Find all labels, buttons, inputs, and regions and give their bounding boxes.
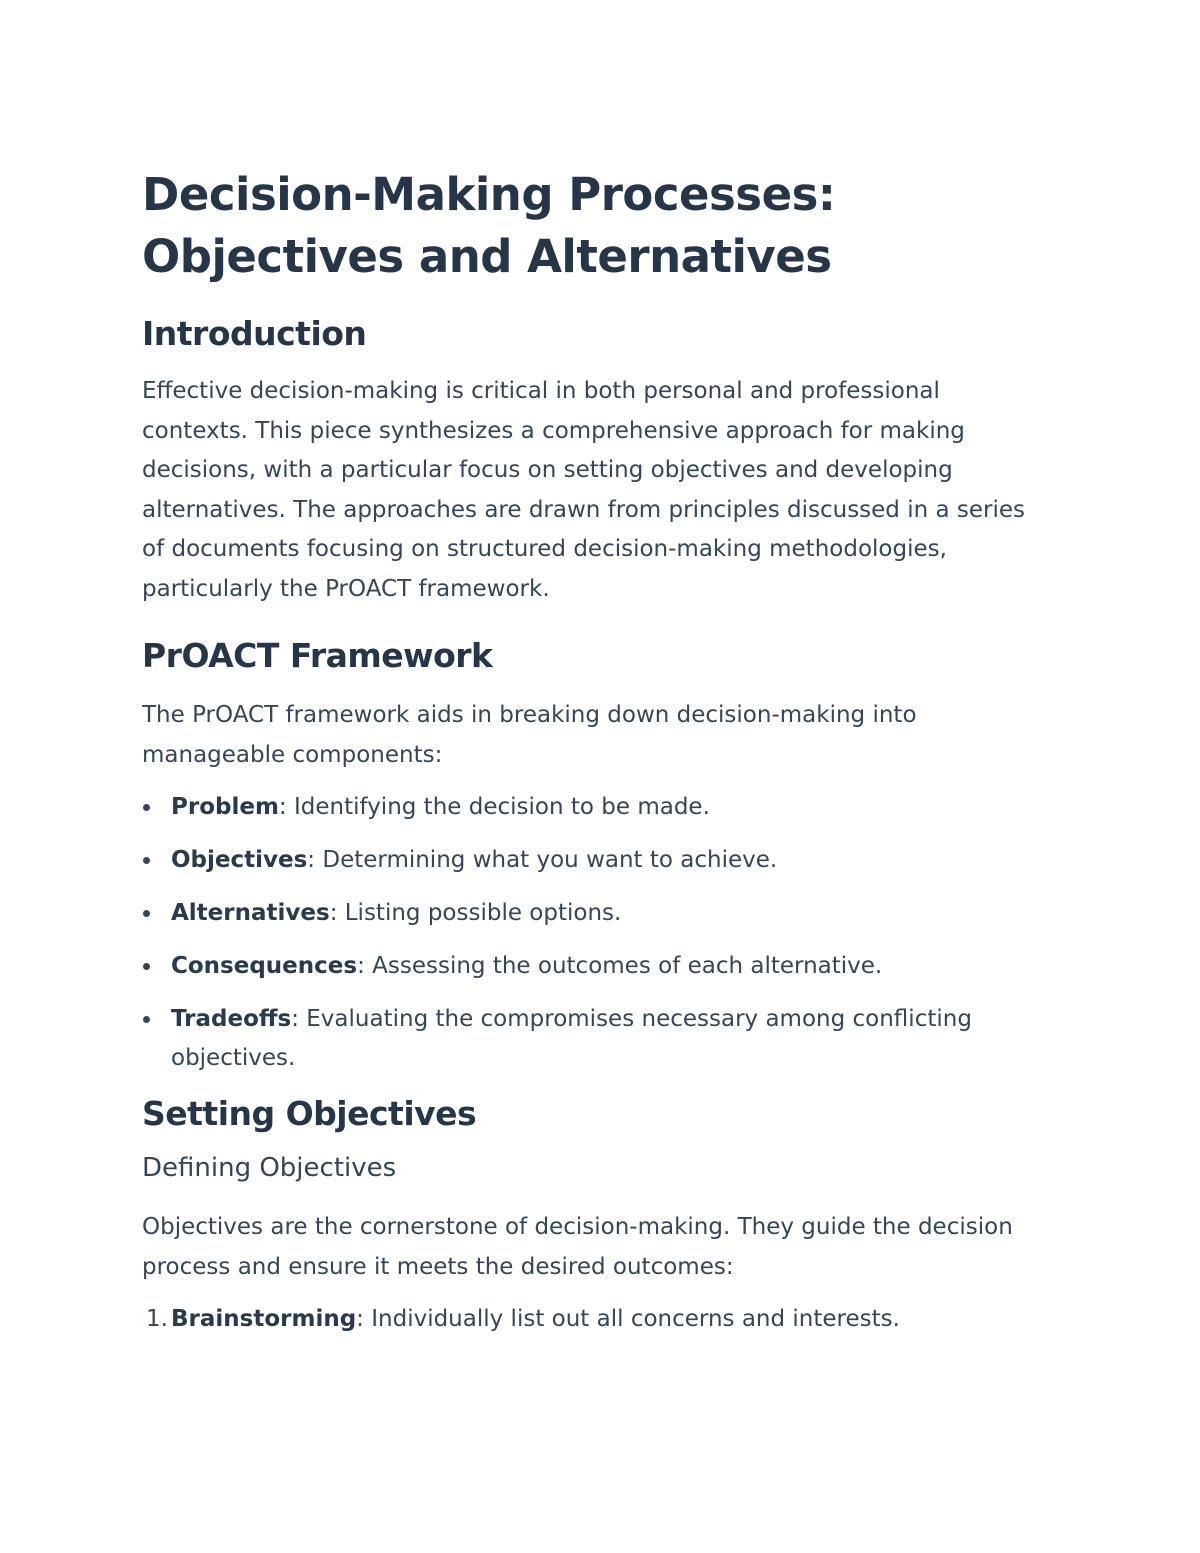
list-item-term: Problem xyxy=(171,794,279,820)
list-item-number: 1. xyxy=(146,1306,168,1332)
list-item-term: Objectives xyxy=(171,847,308,873)
list-item-text: : Individually list out all concerns and interests. xyxy=(356,1306,900,1332)
defining-objectives-paragraph: Objectives are the cornerstone of decision-making. They guide the decision process and ensure it meets the desired outcomes: xyxy=(142,1214,1013,1280)
list-item-text: : Assessing the outcomes of each alternative. xyxy=(357,953,883,979)
section-heading-introduction: Introduction xyxy=(142,314,367,353)
section-heading-proact: PrOACT Framework xyxy=(142,636,493,675)
bullet-icon xyxy=(143,963,150,970)
bullet-icon xyxy=(143,910,150,917)
list-item-term: Alternatives xyxy=(171,900,330,926)
introduction-paragraph: Effective decision-making is critical in both personal and professional contexts. This piece synthesizes a comprehensive approach for making decisions, with a particular focus on setting objectives and developing alternatives. The approaches are drawn from principles discussed in a series of documents focusing on structured decision-making methodologies, particularly the PrOACT framework. xyxy=(142,378,1026,602)
proact-paragraph: The PrOACT framework aids in breaking down decision-making into manageable components: xyxy=(142,702,917,768)
bullet-icon xyxy=(143,857,150,864)
document-page xyxy=(142,164,1042,1339)
list-item xyxy=(142,894,1042,933)
objective-steps-list xyxy=(142,1300,1042,1339)
list-item xyxy=(142,1000,1042,1078)
document-title: Decision-Making Processes: Objectives and Alternatives xyxy=(142,168,836,283)
list-item xyxy=(142,841,1042,880)
subheading-defining-objectives: Defining Objectives xyxy=(142,1153,397,1183)
list-item xyxy=(142,1300,1042,1339)
section-heading-setting-objectives: Setting Objectives xyxy=(142,1094,477,1133)
list-item-text: : Identifying the decision to be made. xyxy=(278,794,710,820)
list-item xyxy=(142,947,1042,986)
list-item-text: : Listing possible options. xyxy=(329,900,622,926)
list-item-term: Consequences xyxy=(171,953,358,979)
proact-components-list xyxy=(142,788,1042,1078)
list-item-text: : Determining what you want to achieve. xyxy=(307,847,778,873)
list-item-term: Brainstorming xyxy=(171,1306,357,1332)
bullet-icon xyxy=(143,804,150,811)
list-item-term: Tradeoffs xyxy=(171,1006,292,1032)
list-item-text: : Evaluating the compromises necessary among conflicting objectives. xyxy=(171,1006,972,1071)
bullet-icon xyxy=(143,1016,150,1023)
list-item xyxy=(142,788,1042,827)
